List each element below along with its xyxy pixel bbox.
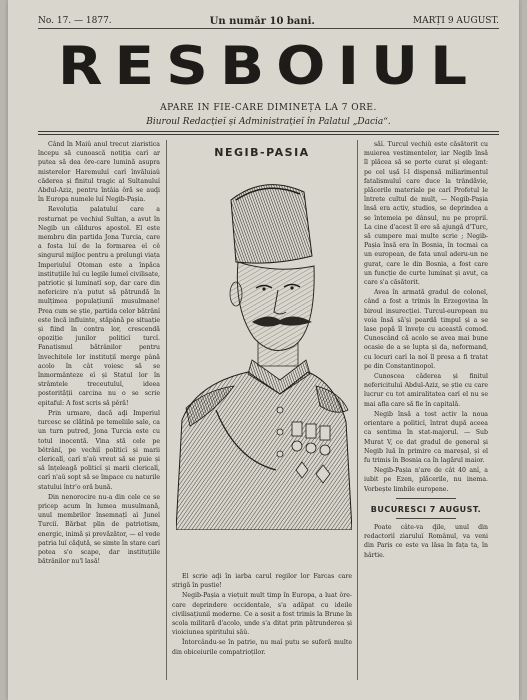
portrait-engraving [176, 170, 352, 530]
left-paragraph: Din nenorocire nu-a din cele ce se pricep acum în lumea musulmană, unul membrilor însemnațĭ aĭ Juneĭ Turciĭ. Bărbat plin de patriotism, energic, inimă și prevăzător, — el vede patria luĭ căḑută, se simte în stare carĭ potea s'o scape, dar instituțiile bătrânilor nu'l lasă! [38, 493, 160, 566]
office-address: Biuroul Redacțieĭ și Administrațieĭ în Palatul „Dacia“. [146, 117, 391, 127]
newspaper-page [8, 0, 519, 700]
issue-date: MARȚI 9 AUGUST. [412, 16, 499, 26]
center-text [172, 572, 352, 690]
right-paragraph: săĭ. Turcul vechiŭ este căsătorit cu muierea vestimentelor, iar Negib însă îl plăcea să se porte curat și elegant: pe cel ușă î-l dispensă miliarimentul fatalismuluĭ care duce la trândăvie, plăcerile materiale pe carĭ Profetul le întrete cultul de mult, — Negib-Pașia însă era activ, studios, se deprindea a se întemeia pe dânsul, nu pe propriĭ. La cine d'acest îl ere să ajungă d'Turc, să cumpere mai multe scrie ; Negib-Pașia însă era în Bosnia, în tocmai ca un european, de fata unul aderu-un ne gurat, care le din Bosnia, a fost care un funcție de curte luminat și avut, ca care s'a căsătorit. [364, 141, 488, 287]
column-divider [166, 140, 167, 680]
column-divider [357, 140, 358, 680]
center-column [172, 140, 352, 690]
bucharest-heading: BUCURESCI 7 AUGUST. [370, 504, 482, 514]
publication-schedule: APARE IN FIE-CARE DIMINEȚA LA 7 ORE. [160, 103, 377, 113]
left-paragraph: Revoluția palatuluĭ care a resturnat pe vechiul Sultan, a avut în Negib un călduros apostol. El este membru din partida Jona Turcia, care a fosta luĭ de la formarea eĭ cĕ singurul mijloc pentru a prelungi viața Imperiuluĭ Otoman este a înpăca instituțiile luĭ cu legile lumeĭ civilisate, patriotic și luminatĭ sop, dar care din nefericire n'a putut să pătrundă în mulțimea populațiuniĭ musulmane! Prea cum se știe, partida celor bătrânĭ este încă influinte, stăpână pe situație și fiind în contra lor, crescendă opoziție junilor politicĭ turcĭ. Fanatismul bătrânilor pentru învechitele lor instituțiĭ merge până acolo în cât voiesc să se înmormânteze eĭ și Statul lor în strâmtele treceutuluĭ, ideea posterității carcina nu o se scrie epitaful: A fost scris să pĕră! [38, 206, 160, 407]
face [237, 262, 314, 351]
masthead-rule [38, 131, 499, 135]
right-paragraph: Negib însă a tost activ la noua orientare a politicĭ, întrat după aceea ca sentima în stat-majorul. — Sub Murat V, ce dat gradul de general și Negib luă în primire ca mareșal, și el fu trimis în Bosnia ca în lagărul maior. [364, 410, 488, 464]
right-column [364, 140, 488, 690]
newspaper-title: RESBOIUL [57, 35, 480, 97]
issue-number: No. 17. — 1877. [38, 16, 112, 26]
left-paragraph: Prin urmare, dacă aḑi Imperiul turcesc se clătină pe temeliile sale, ca un turn putred, Jona Turcia este cu totul inocentă. Vina stă cele pe bĕtrânĭ, pe vechiĭ politicĭ și marii clericalĭ, carĭ n'aŭ vreut să se puie și să înțeleagă politicĭ și marii clericalĭ, carĭ n'aŭ sopt să se împace cu naturile statului într'o oră bună. [38, 409, 160, 491]
issue-info-bar [38, 14, 499, 29]
issue-price: Un număr 10 bani. [209, 15, 315, 27]
right-paragraph: Avea în armată gradul de colonel, când a fost a trimis în Erzegovina în biroul insurecției. Turcul-european nu voia însă să'și peardă timpul și a se lase popă îl învețe cu această comod. Cunoscând că acolo se avea mai bune ocasie de a se lupta și da, neformand, cu locuri carĭ la noĭ îl presa a fi tratat pe din Constantinopol. [364, 289, 488, 370]
center-paragraph: Negib-Pașia a viețuit mult timp în Europa, a luat ôre-care deprindere occidentale, s'a adăpat cu ideile civilisațiuniĭ moderne. Ce a sosit a fost trimis la Brune în scola militară d'acolo, unde s'a ditat prin pătrunderea și vioiciunea spiritului săŭ. [172, 592, 352, 637]
bucharest-paragraph: Poate câte-va ḑile, unul din redactoriĭ ziaruluĭ Românul, va veni din Paris ce este va lăsa în fața ta, în hârtie. [364, 523, 488, 559]
article-title: NEGIB-PASIA [214, 146, 310, 159]
left-paragraph: Când în Maiŭ anul trecut ziaristica începu să cunoască notiția carĭ ar putea să dea ôre-care lumină asupra misterelor Haremuluĭ carĭ învăluiaŭ căderea și finitul tragic al Sultanuluĭ Abdul-Aziz, pentru întâia ôră se auḑi în Europa numele luĭ Negib-Pașia. [38, 141, 160, 204]
center-paragraph: Întorcându-se în patrie, nu maĭ putu se suferă multe din obiceiurile compatrioților. [172, 639, 352, 656]
left-column [38, 140, 160, 690]
section-rule [396, 518, 456, 519]
center-paragraph: El scrie aḑi în iarba carul regilor lor Farcas care strigă în pustie! [172, 573, 352, 590]
section-rule [396, 498, 456, 499]
right-paragraph: Cunoscea căderea și finitul nefericituluĭ Abdul-Aziz, se știe cu care lucrur cu tot amiralitatea carĭ el nu se mai afla care să fie în capitală. [364, 373, 488, 408]
right-paragraph: Negib-Pașia n'are de cât 40 anĭ, a iubit pe Ezen, plăcerile, nu inema. Vorbește limbile europene. [364, 467, 488, 493]
